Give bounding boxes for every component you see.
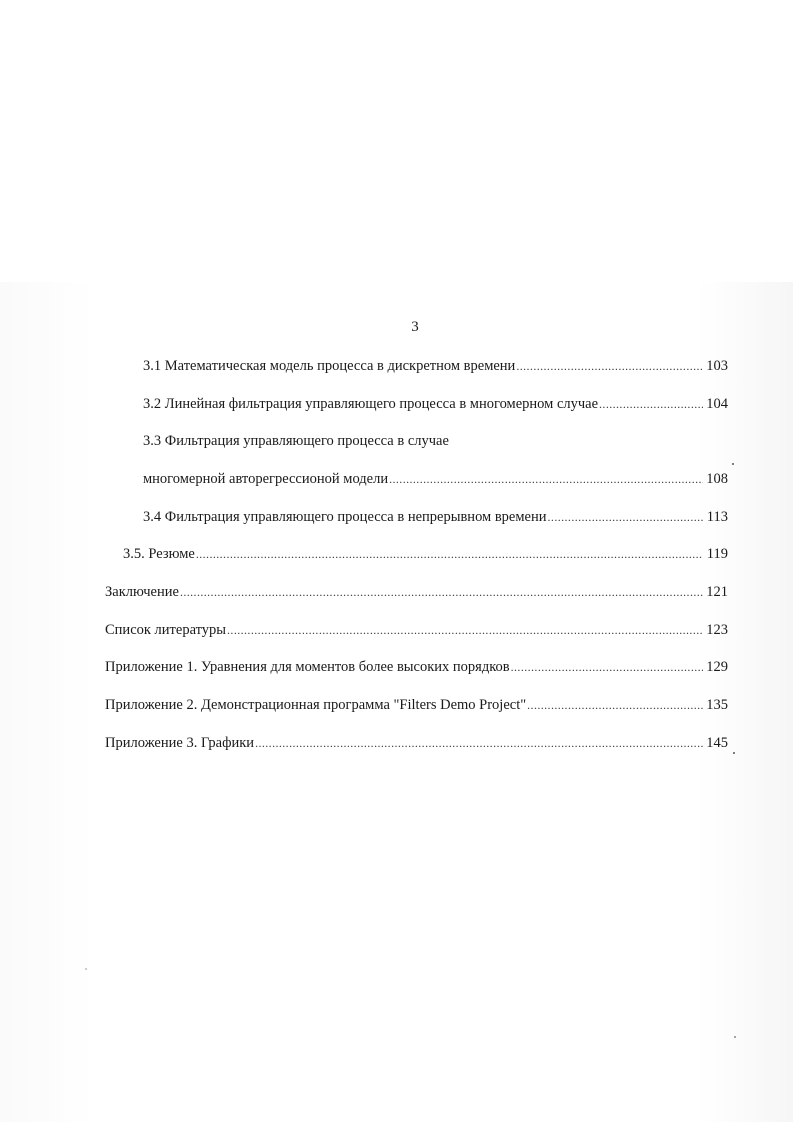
toc-entry-page: 104 (706, 396, 728, 412)
toc-entry (105, 696, 728, 714)
toc-entry-page: 103 (706, 358, 728, 374)
toc-entry-title: Список литературы (105, 622, 227, 638)
toc-entry (105, 658, 728, 676)
toc-entry-page: 113 (706, 509, 728, 525)
toc-leader-dots (389, 470, 703, 488)
toc-entry-page: 135 (706, 697, 728, 713)
toc-leader-dots (527, 696, 703, 714)
toc-entry-title: Приложение 1. Уравнения для моментов более высоких порядков (105, 659, 510, 675)
toc-entry-page: 123 (706, 622, 728, 638)
toc-entry-title: Заключение (105, 584, 179, 600)
scan-speck (732, 463, 734, 465)
toc-leader-dots (511, 658, 703, 676)
toc-entry (143, 357, 728, 375)
toc-entry (105, 734, 728, 752)
toc-leader-dots (180, 583, 703, 601)
scan-speck (734, 1036, 736, 1038)
toc-entry (143, 395, 728, 413)
toc-entry-page: 145 (706, 735, 728, 751)
toc-entry (105, 583, 728, 601)
toc-leader-dots (227, 621, 703, 639)
toc-entry-page: 119 (706, 546, 728, 562)
toc-entry-title: 3.1 Математическая модель процесса в дискретном времени (143, 358, 516, 374)
page-number: 3 (411, 319, 419, 335)
toc-entry (105, 621, 728, 639)
toc-leader-dots (599, 395, 703, 413)
toc-entry-page: 121 (706, 584, 728, 600)
toc-leader-dots (196, 545, 703, 563)
scan-speck (85, 968, 87, 970)
toc-entry (143, 508, 728, 526)
toc-entry-title: 3.3 Фильтрация управляющего процесса в случае (143, 433, 449, 449)
toc-entry (123, 545, 728, 563)
toc-entry-title: 3.5. Резюме (123, 546, 195, 562)
toc-entry-title: Приложение 2. Демонстрационная программа "Filters Demo Project" (105, 697, 527, 713)
toc-entry-page: 129 (706, 659, 728, 675)
toc-leader-dots (255, 734, 703, 752)
toc-entry-title: Приложение 3. Графики (105, 735, 255, 751)
toc-entry-continuation: многомерной авторегрессионой модели (143, 471, 389, 487)
toc-entry-title: 3.4 Фильтрация управляющего процесса в непрерывном времени (143, 509, 547, 525)
toc-leader-dots (516, 357, 703, 375)
scan-speck (733, 752, 735, 754)
toc-entry (143, 470, 728, 488)
toc-entry-page: 108 (706, 471, 728, 487)
toc-leader-dots (548, 508, 703, 526)
toc-entry-title: 3.2 Линейная фильтрация управляющего процесса в многомерном случае (143, 396, 599, 412)
